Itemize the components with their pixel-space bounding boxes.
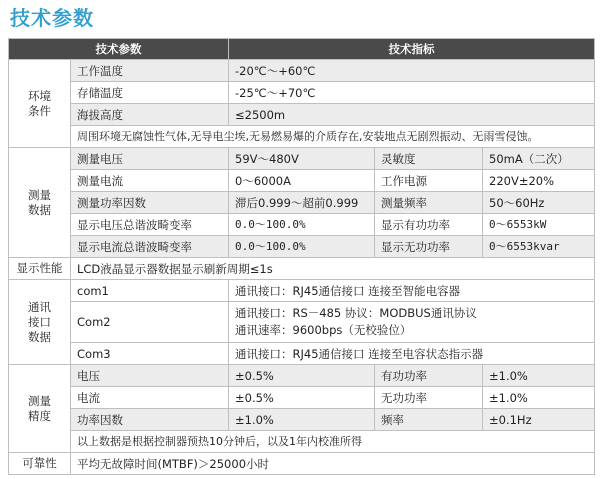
table-row bbox=[9, 148, 595, 170]
cell-value: ±0.5% bbox=[229, 365, 375, 387]
table-row bbox=[9, 214, 595, 236]
cell-name: Com2 bbox=[71, 302, 229, 343]
spec-table bbox=[8, 38, 595, 475]
accuracy-note: 以上数据是根据控制器预热10分钟后，以及1年内校准所得 bbox=[71, 431, 595, 453]
group-measure bbox=[9, 148, 71, 258]
table-row bbox=[9, 365, 595, 387]
group-reliability: 可靠性 bbox=[9, 453, 71, 475]
cell-value: -25℃～+70℃ bbox=[229, 82, 595, 104]
cell-name: 显示无功功率 bbox=[375, 236, 483, 258]
cell-value: 0～6553kW bbox=[483, 214, 595, 236]
cell-value: 0～6553kvar bbox=[483, 236, 595, 258]
comm2-line1: 通讯接口：RS－485 协议：MODBUS通讯协议 bbox=[235, 306, 477, 320]
group-env bbox=[9, 60, 71, 148]
cell-name: 显示有功功率 bbox=[375, 214, 483, 236]
header-specs: 技术指标 bbox=[229, 39, 595, 60]
cell-value: 50mA（二次） bbox=[483, 148, 595, 170]
cell-name: 功率因数 bbox=[71, 409, 229, 431]
cell-name: 显示电压总谐波畸变率 bbox=[71, 214, 229, 236]
table-row bbox=[9, 60, 595, 82]
cell-value: ≤2500m bbox=[229, 104, 595, 126]
table-row bbox=[9, 302, 595, 343]
cell-name: 测量频率 bbox=[375, 192, 483, 214]
cell-value: 0.0～100.0% bbox=[229, 214, 375, 236]
cell-name: 电流 bbox=[71, 387, 229, 409]
cell-value: ±1.0% bbox=[483, 365, 595, 387]
cell-name: Com3 bbox=[71, 343, 229, 365]
cell-name: 存储温度 bbox=[71, 82, 229, 104]
cell-name: 测量电压 bbox=[71, 148, 229, 170]
cell-name: com1 bbox=[71, 280, 229, 302]
cell-name: 测量电流 bbox=[71, 170, 229, 192]
cell-value: 通讯接口：RJ45通信接口 连接至智能电容器 bbox=[229, 280, 595, 302]
table-row bbox=[9, 409, 595, 431]
cell-value bbox=[229, 302, 595, 343]
table-row bbox=[9, 431, 595, 453]
display-value: LCD液晶显示器数据显示刷新周期≤1s bbox=[71, 258, 595, 280]
group-accuracy-label: 测量 精度 bbox=[28, 393, 51, 423]
reliability-value: 平均无故障时间(MTBF)＞25000小时 bbox=[71, 453, 595, 475]
cell-value: 通讯接口：RJ45通信接口 连接至电容状态指示器 bbox=[229, 343, 595, 365]
cell-name: 无功功率 bbox=[375, 387, 483, 409]
cell-value: -20℃～+60℃ bbox=[229, 60, 595, 82]
cell-value: 59V～480V bbox=[229, 148, 375, 170]
cell-name: 灵敏度 bbox=[375, 148, 483, 170]
table-row bbox=[9, 280, 595, 302]
cell-value: ±0.5% bbox=[229, 387, 375, 409]
group-comm bbox=[9, 280, 71, 365]
cell-name: 显示电流总谐波畸变率 bbox=[71, 236, 229, 258]
cell-name: 工作温度 bbox=[71, 60, 229, 82]
table-row bbox=[9, 387, 595, 409]
cell-name: 电压 bbox=[71, 365, 229, 387]
table-row bbox=[9, 170, 595, 192]
table-row bbox=[9, 258, 595, 280]
cell-value: ±1.0% bbox=[229, 409, 375, 431]
group-accuracy bbox=[9, 365, 71, 453]
table-row bbox=[9, 104, 595, 126]
cell-value: 220V±20% bbox=[483, 170, 595, 192]
cell-name: 工作电源 bbox=[375, 170, 483, 192]
table-row bbox=[9, 236, 595, 258]
cell-value: 50～60Hz bbox=[483, 192, 595, 214]
cell-value: 0.0～100.0% bbox=[229, 236, 375, 258]
group-comm-label: 通讯 接口 数据 bbox=[28, 299, 51, 344]
cell-name: 海拔高度 bbox=[71, 104, 229, 126]
table-header bbox=[9, 39, 595, 60]
header-params: 技术参数 bbox=[9, 39, 229, 60]
env-note: 周围环境无腐蚀性气体,无导电尘埃,无易燃易爆的介质存在,安装地点无剧烈振动、无雨雪侵蚀。 bbox=[71, 126, 595, 148]
group-measure-label: 测量 数据 bbox=[28, 187, 51, 217]
page-title: 技术参数 bbox=[10, 6, 94, 30]
table-row bbox=[9, 126, 595, 148]
cell-value: 0～6000A bbox=[229, 170, 375, 192]
cell-value: ±1.0% bbox=[483, 387, 595, 409]
cell-name: 有功功率 bbox=[375, 365, 483, 387]
cell-name: 测量功率因数 bbox=[71, 192, 229, 214]
table-row bbox=[9, 192, 595, 214]
table-row bbox=[9, 453, 595, 475]
group-env-label: 环境 条件 bbox=[28, 88, 51, 118]
table-row bbox=[9, 82, 595, 104]
comm2-line2: 通讯速率：9600bps（无校验位） bbox=[235, 323, 412, 337]
cell-value: 滞后0.999～超前0.999 bbox=[229, 192, 375, 214]
cell-value: ±0.1Hz bbox=[483, 409, 595, 431]
cell-name: 频率 bbox=[375, 409, 483, 431]
group-display: 显示性能 bbox=[9, 258, 71, 280]
table-row bbox=[9, 343, 595, 365]
